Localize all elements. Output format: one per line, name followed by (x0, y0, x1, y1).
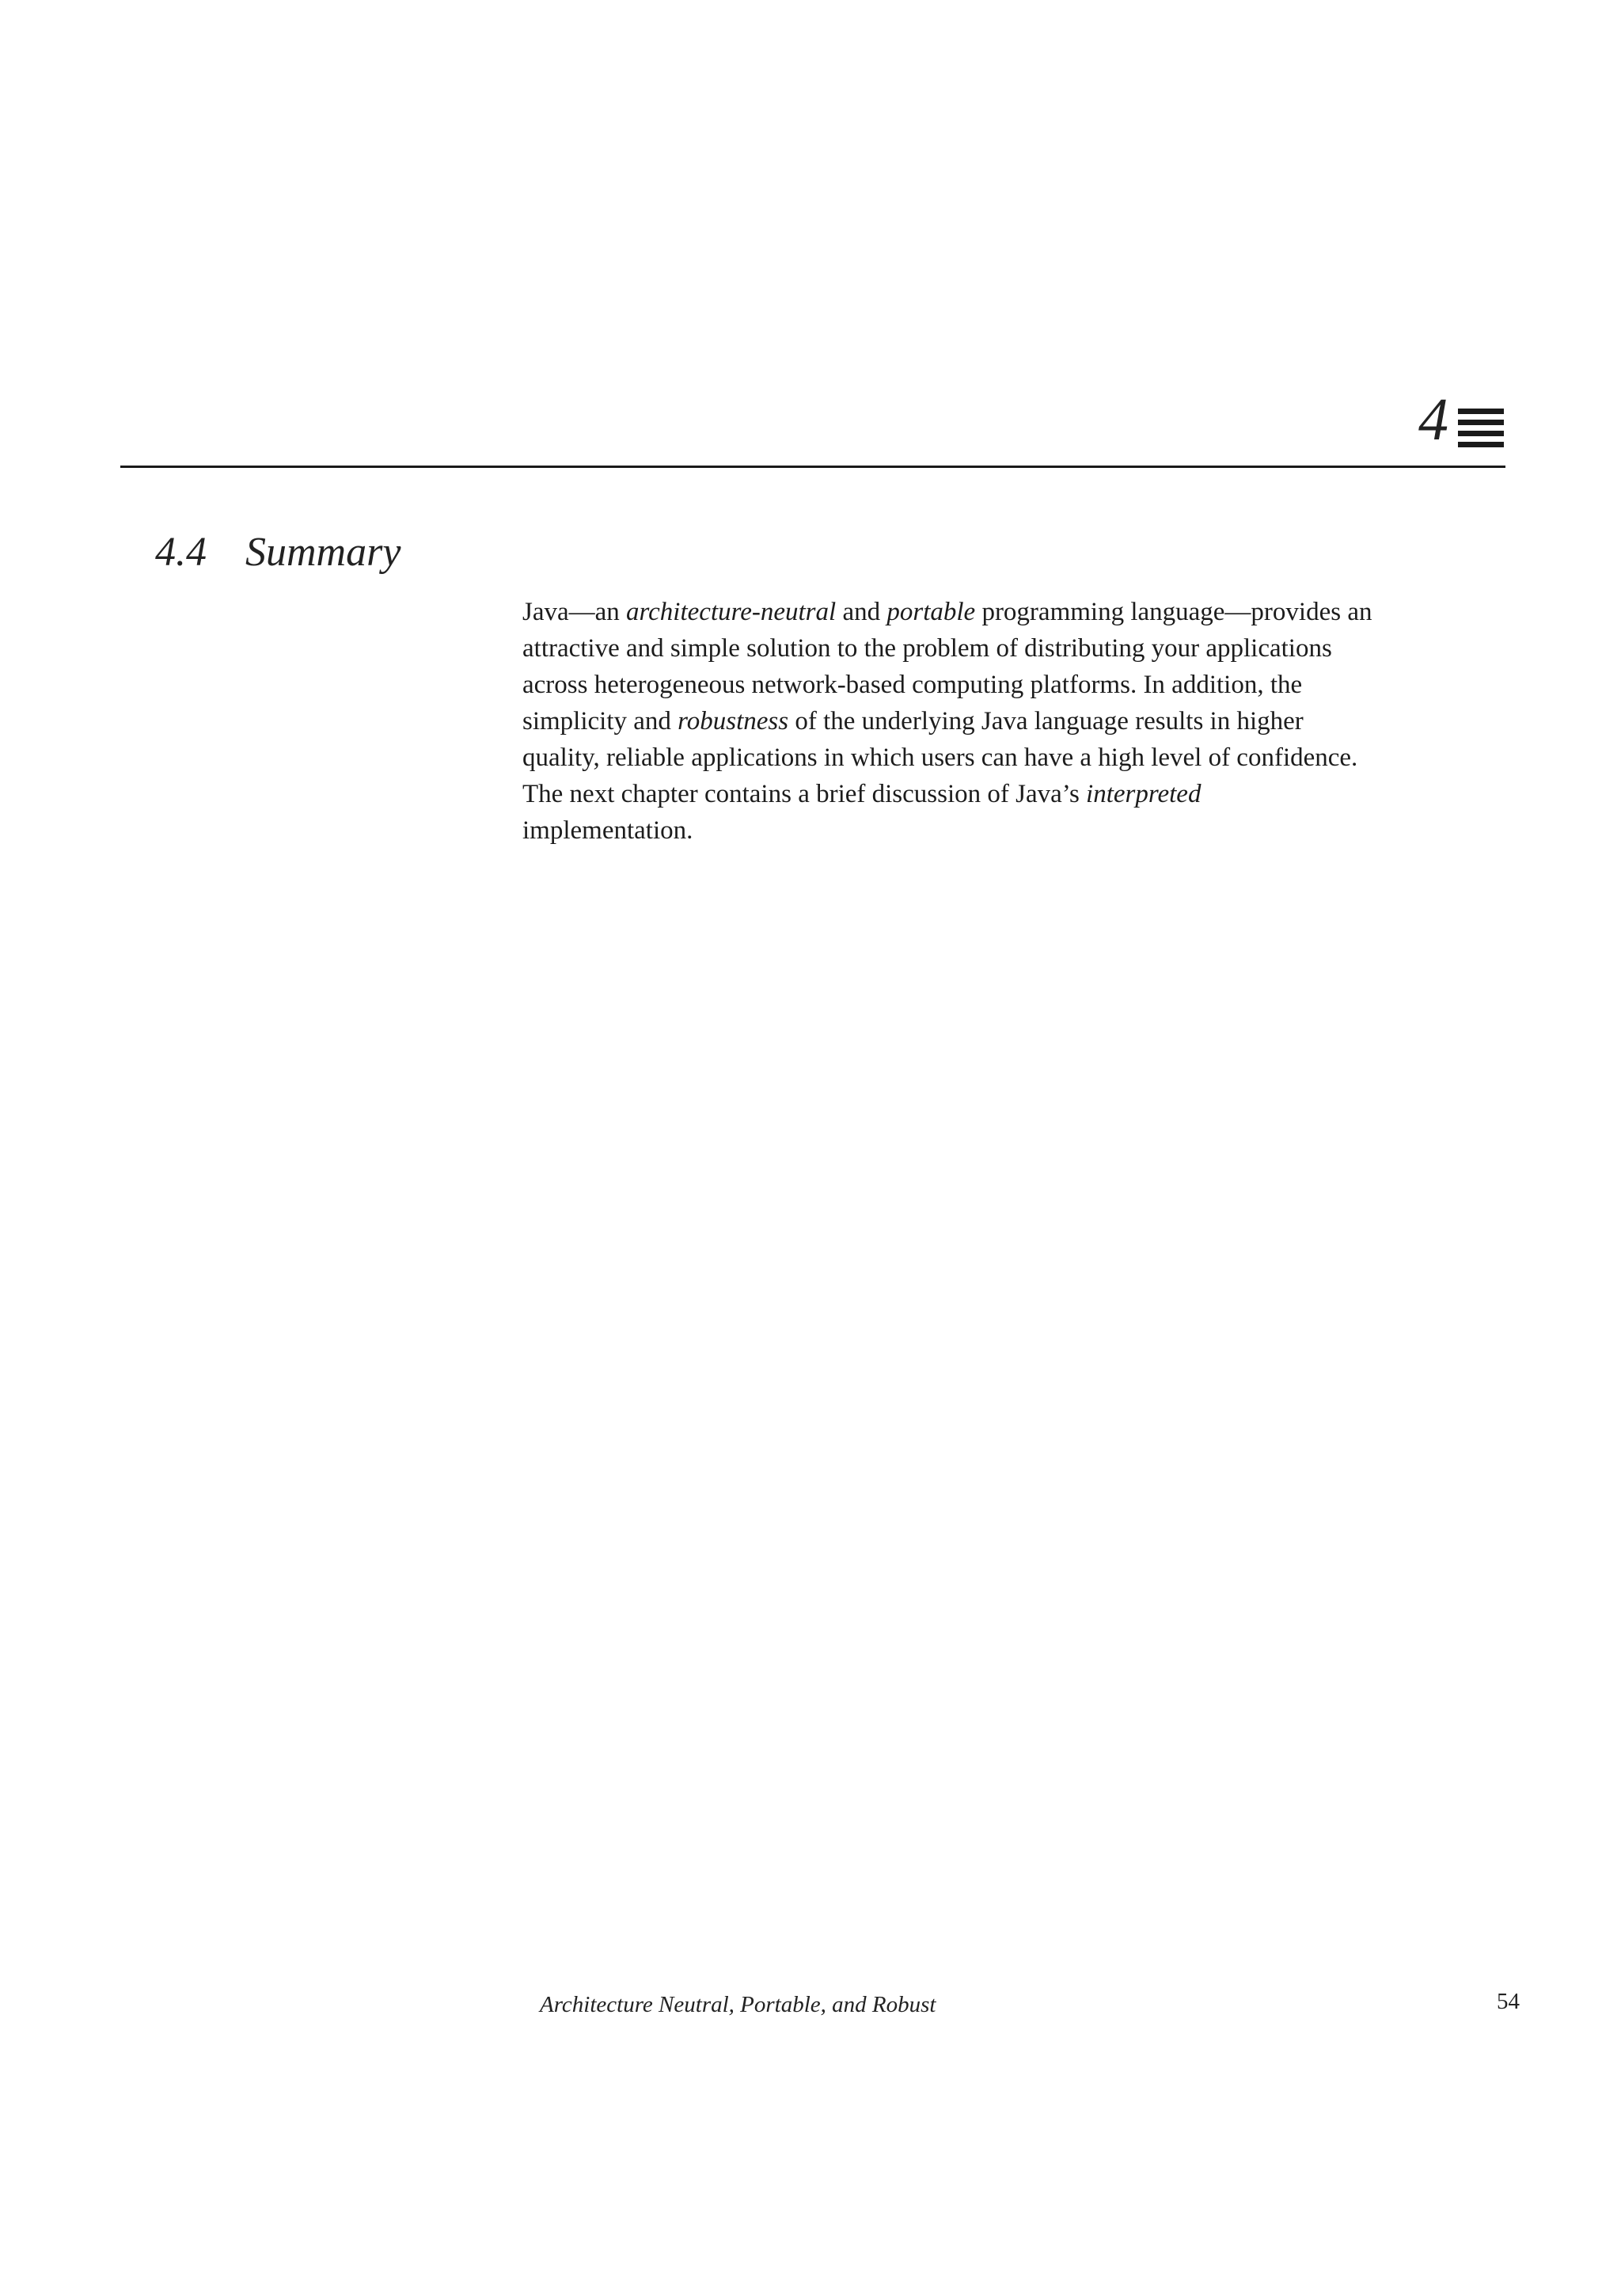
text-run: implementation. (522, 816, 693, 845)
emphasized-term: portable (886, 598, 976, 626)
text-run: simplicity and (522, 707, 678, 736)
paragraph-line (522, 703, 1504, 739)
chapter-tab-bar (1458, 431, 1504, 436)
section-heading (155, 532, 401, 573)
chapter-tab-marker (1458, 409, 1504, 448)
chapter-tab-bar (1458, 420, 1504, 425)
text-run: across heterogeneous network-based computing platforms. In addition, the (522, 671, 1303, 699)
body-paragraph (522, 594, 1504, 849)
paragraph-line (522, 739, 1504, 776)
emphasized-term: interpreted (1086, 780, 1202, 808)
chapter-tab-bar (1458, 409, 1504, 414)
paragraph-line (522, 667, 1504, 703)
emphasized-term: robustness (678, 707, 789, 736)
chapter-tab-bar (1458, 442, 1504, 447)
chapter-header-rule (120, 466, 1505, 468)
text-run: programming language—provides an (975, 598, 1372, 626)
text-run: and (836, 598, 887, 626)
section-number: 4.4 (155, 530, 207, 575)
text-run: attractive and simple solution to the problem of distributing your applications (522, 634, 1332, 663)
page-number: 54 (1497, 1989, 1520, 2014)
section-title: Summary (245, 530, 401, 575)
paragraph-line (522, 776, 1504, 812)
paragraph-line (522, 594, 1504, 630)
emphasized-term: architecture-neutral (626, 598, 837, 626)
text-run: quality, reliable applications in which users can have a high level of confidence. (522, 743, 1358, 772)
running-footer-title: Architecture Neutral, Portable, and Robust (540, 1992, 936, 2017)
text-run: of the underlying Java language results in higher (788, 707, 1304, 736)
paragraph-line (522, 812, 1504, 849)
paragraph-line (522, 630, 1504, 667)
text-run: The next chapter contains a brief discussion of Java’s (522, 780, 1087, 808)
text-run: Java—an (522, 598, 627, 626)
chapter-number: 4 (1418, 386, 1448, 453)
